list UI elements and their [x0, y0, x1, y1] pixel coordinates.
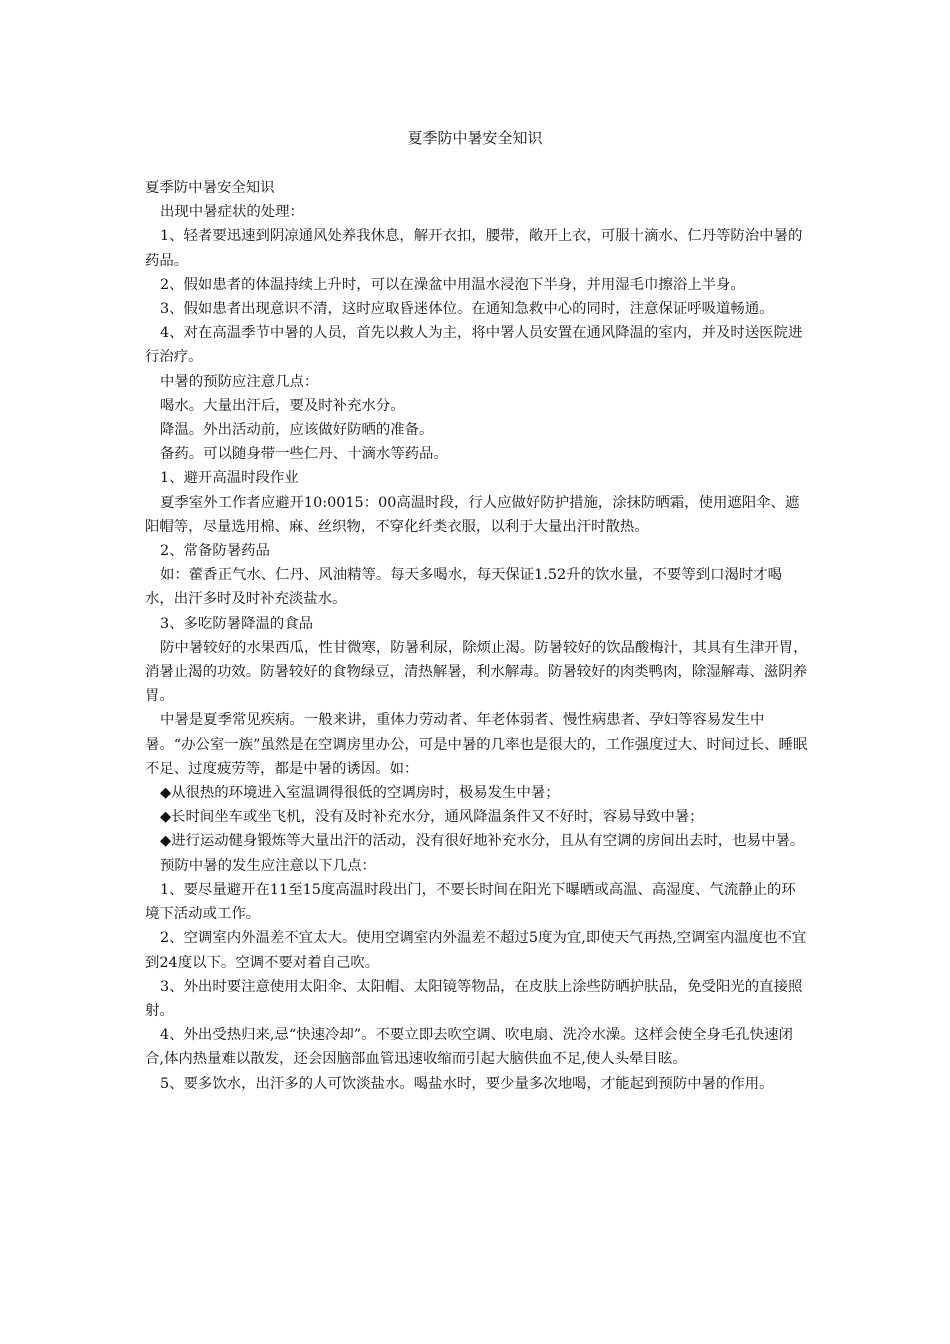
body-paragraph: 4、对在高温季节中暑的人员，首先以救人为主，将中署人员安置在通风降温的室内，并及时送医院进行治疗。	[145, 325, 803, 366]
document-subtitle: 夏季防中暑安全知识	[145, 180, 275, 196]
body-paragraph: 3、外出时要注意使用太阳伞、太阳帽、太阳镜等物品，在皮肤上涂些防晒护肤品，免受阳光的直接照射。	[145, 978, 803, 1019]
body-paragraph: 出现中暑症状的处理：	[160, 204, 304, 221]
body-paragraph: ◆从很热的环境进入室温调得很低的空调房时，极易发生中暑；	[160, 785, 560, 802]
document-title: 夏季防中暑安全知识	[407, 129, 543, 147]
body-paragraph: 防中暑较好的水果西瓜，性甘微寒，防暑利尿，除烦止渴。防暑较好的饮品酸梅汁，其具有生津开胃，消暑止渴的功效。防暑较好的食物绿豆，清热解暑，利水解毒。防暑较好的肉类鸭肉，除湿解毒、滋阴养胃。	[145, 639, 808, 705]
body-paragraph: 1、要尽量避开在11至15度高温时段出门，不要长时间在阳光下曝晒或高温、高湿度、气流静止的环境下活动或工作。	[145, 881, 796, 923]
body-paragraph: 3、假如患者出现意识不清，这时应取昏迷体位。在通知急救中心的同时，注意保证呼吸道畅通。	[160, 301, 774, 318]
body-paragraph: 备药。可以随身带一些仁丹、十滴水等药品。	[160, 446, 448, 463]
body-paragraph: 喝水。大量出汗后，要及时补充水分。	[160, 397, 405, 414]
document-body	[145, 176, 810, 1096]
body-paragraph: 2、假如患者的体温持续上升时，可以在澡盆中用温水浸泡下半身，并用湿毛巾擦浴上半身。	[160, 276, 745, 293]
body-paragraph: 降温。外出活动前，应该做好防晒的准备。	[160, 422, 434, 439]
body-paragraph: 4、外出受热归来,忌“快速冷却”。不要立即去吹空调、吹电扇、洗冷水澡。这样会使全身毛孔快速闭合,体内热量难以散发，还会因脑部血管迅速收缩而引起大脑供血不足,使人头晕目眩。	[145, 1027, 793, 1068]
body-paragraph: 2、空调室内外温差不宜太大。使用空调室内外温差不超过5度为宜,即使天气再热,空调室内温度也不宜到24度以下。空调不要对着自己吹。	[145, 930, 807, 971]
body-paragraph: 中暑是夏季常见疾病。一般来讲，重体力劳动者、年老体弱者、慢性病患者、孕妇等容易发生中暑。“办公室一族”虽然是在空调房里办公，可是中暑的几率也是很大的，工作强度过大、时间过长、睡眠不足、过度疲劳等，都是中暑的诱因。如：	[145, 712, 808, 777]
body-paragraph: 3、多吃防暑降温的食品	[160, 615, 314, 632]
body-paragraph: 2、常备防暑药品	[160, 543, 270, 560]
body-paragraph: 中暑的预防应注意几点：	[160, 373, 319, 390]
body-paragraph: ◆长时间坐车或坐飞机，没有及时补充水分，通风降温条件又不好时，容易导致中暑；	[160, 809, 704, 826]
body-paragraph: 如：藿香正气水、仁丹、风油精等。每天多喝水，每天保证1.52升的饮水量，不要等到口渴时才喝水，出汗多时及时补充淡盐水。	[145, 567, 783, 608]
body-paragraph: ◆进行运动健身锻炼等大量出汗的活动，没有很好地补充水分，且从有空调的房间出去时，也易中暑。	[160, 833, 805, 850]
body-paragraph: 预防中暑的发生应注意以下几点：	[160, 857, 376, 874]
body-paragraph: 夏季室外工作者应避开10:0015：00高温时段，行人应做好防护措施，涂抹防晒霜，使用遮阳伞、遮阳帽等，尽量选用棉、麻、丝织物，不穿化纤类衣服，以利于大量出汗时散热。	[145, 494, 800, 535]
body-paragraph: 1、避开高温时段作业	[160, 470, 299, 487]
body-paragraph: 5、要多饮水，出汗多的人可饮淡盐水。喝盐水时，要少量多次地喝，才能起到预防中暑的作用。	[160, 1075, 774, 1092]
body-paragraph: 1、轻者要迅速到阴凉通风处养我休息，解开衣扣，腰带，敞开上衣，可服十滴水、仁丹等防治中暑的药品。	[145, 228, 803, 269]
